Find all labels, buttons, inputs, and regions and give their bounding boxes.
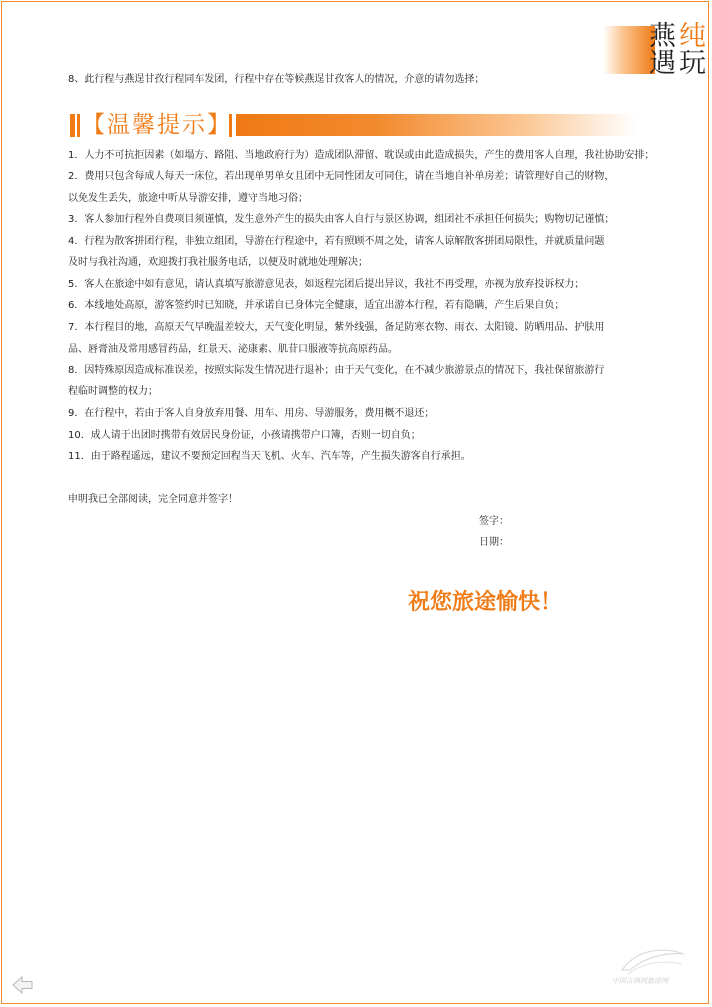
- notice-line: 7．本行程目的地，高原天气早晚温差较大，天气变化明显，紫外线强，备足防寒衣物、雨衣、太阳镜、防晒用品、护肤用: [68, 322, 605, 333]
- notice-line: 及时与我社沟通，欢迎拨打我社服务电话，以便及时就地处理解决；: [68, 257, 368, 268]
- heading-gradient-bar: [236, 114, 636, 136]
- logo-char-1: 燕: [649, 21, 676, 52]
- logo-char-4: 玩: [679, 48, 706, 79]
- logo-char-2: 纯: [679, 21, 706, 52]
- notice-line: 11．由于路程遥远，建议不要预定回程当天飞机、火车、汽车等，产生损失游客自行承担。: [68, 451, 471, 462]
- notice-line: 6．本线地处高原，游客签约时已知晓，并承诺自已身体完全健康，适宜出游本行程，若有隐瞒，产生后果自负；: [68, 300, 565, 311]
- notice-line: 5．客人在旅途中如有意见，请认真填写旅游意见表，如返程完团后提出异议，我社不再受理，亦视为放弃投诉权力；: [68, 279, 585, 290]
- notice-line: 程临时调整的权力；: [68, 386, 158, 397]
- declaration-text: 申明我已全部阅读，完全同意并签字！: [68, 494, 238, 505]
- notice-line: 8．因特殊原因造成标准误差，按照实际发生情况进行退补；由于天气变化，在不减少旅游景点的情况下，我社保留旅游行: [68, 365, 605, 376]
- logo-char-3: 遇: [649, 48, 676, 79]
- watermark-logo: [618, 944, 688, 978]
- notice-line: 10．成人请于出团时携带有效居民身份证，小孩请携带户口簿，否则一切自负；: [68, 430, 421, 441]
- farewell-text: 祝您旅途愉快！: [408, 590, 563, 615]
- date-label: 日期：: [479, 537, 509, 548]
- watermark-text: 中国古镇网旅游网: [612, 977, 668, 985]
- intro-line: 8、此行程与燕逞甘孜行程同车发团，行程中存在等候燕逞甘孜客人的情况，介意的请勿选择；: [68, 74, 485, 85]
- brand-logo: [603, 22, 709, 78]
- notice-line: 2．费用只包含每成人每天一床位，若出现单男单女且团中无同性团友可同住，请在当地自补单房差；请管理好自己的财物，: [68, 171, 615, 182]
- notice-line: 3．客人参加行程外自费项目须谨慎，发生意外产生的损失由客人自行与景区协调，组团社不承担任何损失；购物切记谨慎；: [68, 214, 615, 225]
- section-heading: 【温馨提示】: [82, 112, 232, 138]
- notice-line: 9．在行程中，若由于客人自身放弃用餐、用车、用房、导游服务，费用概不退还；: [68, 408, 435, 419]
- signature-label: 签字：: [479, 516, 509, 527]
- notice-line: 以免发生丢失，旅途中听从导游安排，遵守当地习俗；: [68, 193, 308, 204]
- notice-line: 1．人力不可抗拒因素（如塌方、路阻、当地政府行为）造成团队滞留、耽误或由此造成损失，产生的费用客人自理，我社协助安排；: [68, 150, 655, 161]
- heading-left-bar-thin: [77, 114, 80, 137]
- notice-line: 品、唇膏油及常用感冒药品，红景天、泌康素、肌苷口服液等抗高原药品。: [68, 344, 398, 355]
- notice-line: 4．行程为散客拼团行程，非独立组团，导游在行程途中，若有照顾不周之处，请客人谅解散客拼团局限性，并就质量问题: [68, 236, 605, 247]
- heading-left-bar: [70, 114, 75, 137]
- back-arrow-icon[interactable]: [12, 976, 34, 994]
- logo-gradient-bar: [603, 26, 655, 74]
